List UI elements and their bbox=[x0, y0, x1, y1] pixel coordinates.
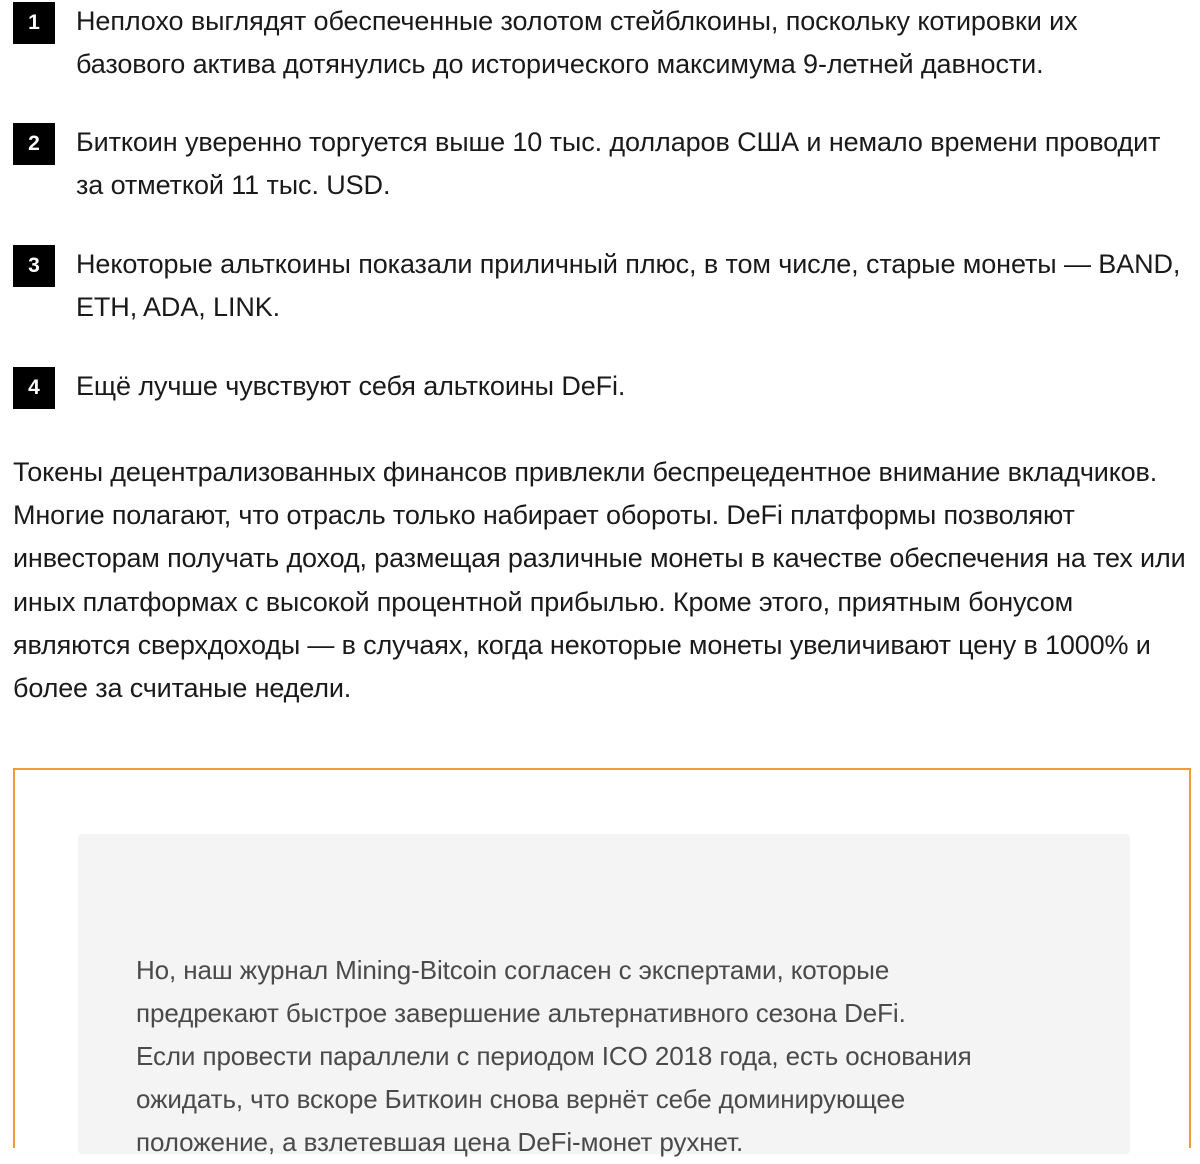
list-number-badge: 3 bbox=[13, 245, 55, 287]
list-item-text: Биткоин уверенно торгуется выше 10 тыс. долларов США и немало времени проводит за отметкой 11 тыс. USD. bbox=[76, 127, 1161, 200]
quote-box bbox=[78, 834, 1130, 1157]
list-number-badge: 2 bbox=[13, 123, 55, 165]
callout-frame bbox=[13, 768, 1191, 1157]
quote-line: ожидать, что вскоре Биткоин снова вернёт себе доминирующее bbox=[136, 1084, 906, 1114]
list-item-text: Неплохо выглядят обеспеченные золотом стейблкоины, поскольку котировки их базового актива дотянулись до исторического максимума 9-летней давности. bbox=[76, 6, 1078, 79]
body-paragraph: Токены децентрализованных финансов привлекли беспрецедентное внимание вкладчиков. Многие полагают, что отрасль только набирает обороты. DeFi платформы позволяют инвесторам получать доход, размещая различные монеты в качестве обеспечения на тех или иных платформах с высокой процентной прибылью. Кроме этого, приятным бонусом являются сверхдоходы — в случаях, когда некоторые монеты увеличивают цену в 1000% и более за считаные недели. bbox=[13, 457, 1186, 704]
list-item-text: Некоторые альткоины показали приличный плюс, в том числе, старые монеты — BAND, ETH, ADA, LINK. bbox=[76, 249, 1181, 322]
quote-line: Но, наш журнал Mining-Bitcoin согласен с экспертами, которые bbox=[136, 955, 890, 985]
quote-line: предрекают быстрое завершение альтернативного сезона DeFi. bbox=[136, 998, 906, 1028]
list-number-badge: 4 bbox=[13, 367, 55, 409]
quote-text bbox=[136, 949, 1096, 1164]
quote-line: положение, а взлетевшая цена DeFi-монет рухнет. bbox=[136, 1127, 744, 1157]
list-item-text: Ещё лучше чувствуют себя альткоины DeFi. bbox=[76, 371, 626, 401]
list-number-badge: 1 bbox=[13, 2, 55, 44]
quote-line: Если провести параллели с периодом ICO 2018 года, есть основания bbox=[136, 1041, 972, 1071]
